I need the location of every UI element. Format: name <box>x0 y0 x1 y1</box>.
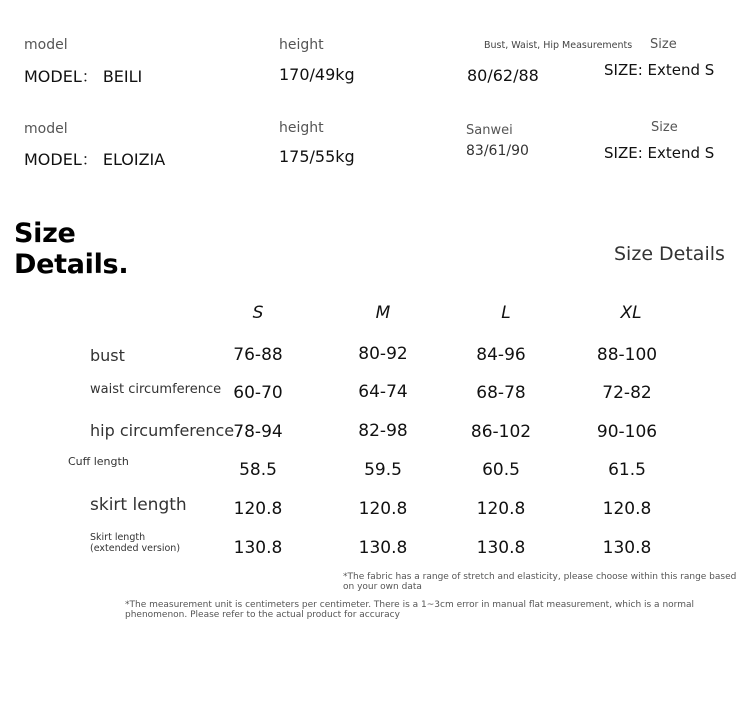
row-label-hip: hip circumference <box>90 421 235 440</box>
model-label: model <box>24 121 68 137</box>
table-cell: 61.5 <box>608 460 646 480</box>
table-cell: 82-98 <box>358 421 408 441</box>
size-label: Size <box>650 37 677 52</box>
row-label-main: Skirt length <box>90 532 146 543</box>
measurement-note: *The measurement unit is centimeters per centimeter. There is a 1~3cm error in manual flat measurement, which is a normal phenomenon. Please refer to the actual product for accuracy <box>125 600 694 620</box>
size-label: Size <box>651 120 678 135</box>
model-name: MODEL： BEILI <box>24 67 143 86</box>
measurements-label: Sanwei <box>466 123 513 138</box>
table-cell: 130.8 <box>476 538 526 558</box>
table-cell: 120.8 <box>602 499 652 519</box>
row-label-bust: bust <box>90 346 125 365</box>
table-cell: 86-102 <box>470 422 532 442</box>
table-cell: 58.5 <box>239 460 277 480</box>
column-header-m: M <box>375 303 391 323</box>
table-cell: 130.8 <box>233 538 283 558</box>
table-cell: 64-74 <box>358 382 408 402</box>
table-cell: 78-94 <box>233 422 283 442</box>
measurements-label: Bust, Waist, Hip Measurements <box>484 40 633 51</box>
table-cell: 80-92 <box>358 344 408 364</box>
size-details-subtitle: Size Details <box>614 243 725 265</box>
table-cell: 84-96 <box>476 345 526 365</box>
table-cell: 68-78 <box>476 383 526 403</box>
table-cell: 76-88 <box>233 345 283 365</box>
size-details-title <box>14 218 128 280</box>
row-label-sub: (extended version) <box>90 543 181 554</box>
table-cell: 72-82 <box>602 383 652 403</box>
height-value: 175/55kg <box>279 147 355 166</box>
table-cell: 130.8 <box>358 538 408 558</box>
measurements-value: 83/61/90 <box>466 143 529 159</box>
size-value: SIZE: Extend S <box>604 61 715 79</box>
title-line-1: Size <box>14 218 76 249</box>
table-cell: 120.8 <box>358 499 408 519</box>
table-cell: 130.8 <box>602 538 652 558</box>
row-label-skirt-length: skirt length <box>90 495 187 515</box>
size-value: SIZE: Extend S <box>604 144 715 162</box>
table-cell: 90-106 <box>596 422 658 442</box>
row-label-cuff: Cuff length <box>68 455 129 468</box>
measurements-value: 80/62/88 <box>467 66 539 85</box>
height-label: height <box>279 37 324 53</box>
model-name: MODEL： ELOIZIA <box>24 150 166 169</box>
table-cell: 120.8 <box>233 499 283 519</box>
column-header-l: L <box>501 303 511 323</box>
title-line-2: Details. <box>14 249 129 280</box>
height-label: height <box>279 120 324 136</box>
table-cell: 60-70 <box>233 383 283 403</box>
table-cell: 60.5 <box>482 460 520 480</box>
fabric-note: *The fabric has a range of stretch and elasticity, please choose within this range based on your own data <box>343 572 737 592</box>
height-value: 170/49kg <box>279 65 355 84</box>
model-label: model <box>24 37 68 53</box>
row-label-waist: waist circumference <box>90 382 222 397</box>
table-cell: 120.8 <box>476 499 526 519</box>
table-cell: 59.5 <box>364 460 402 480</box>
column-header-xl: XL <box>620 303 642 323</box>
column-header-s: S <box>252 303 264 323</box>
table-cell: 88-100 <box>596 345 658 365</box>
row-label-skirt-length-extended <box>90 532 180 554</box>
